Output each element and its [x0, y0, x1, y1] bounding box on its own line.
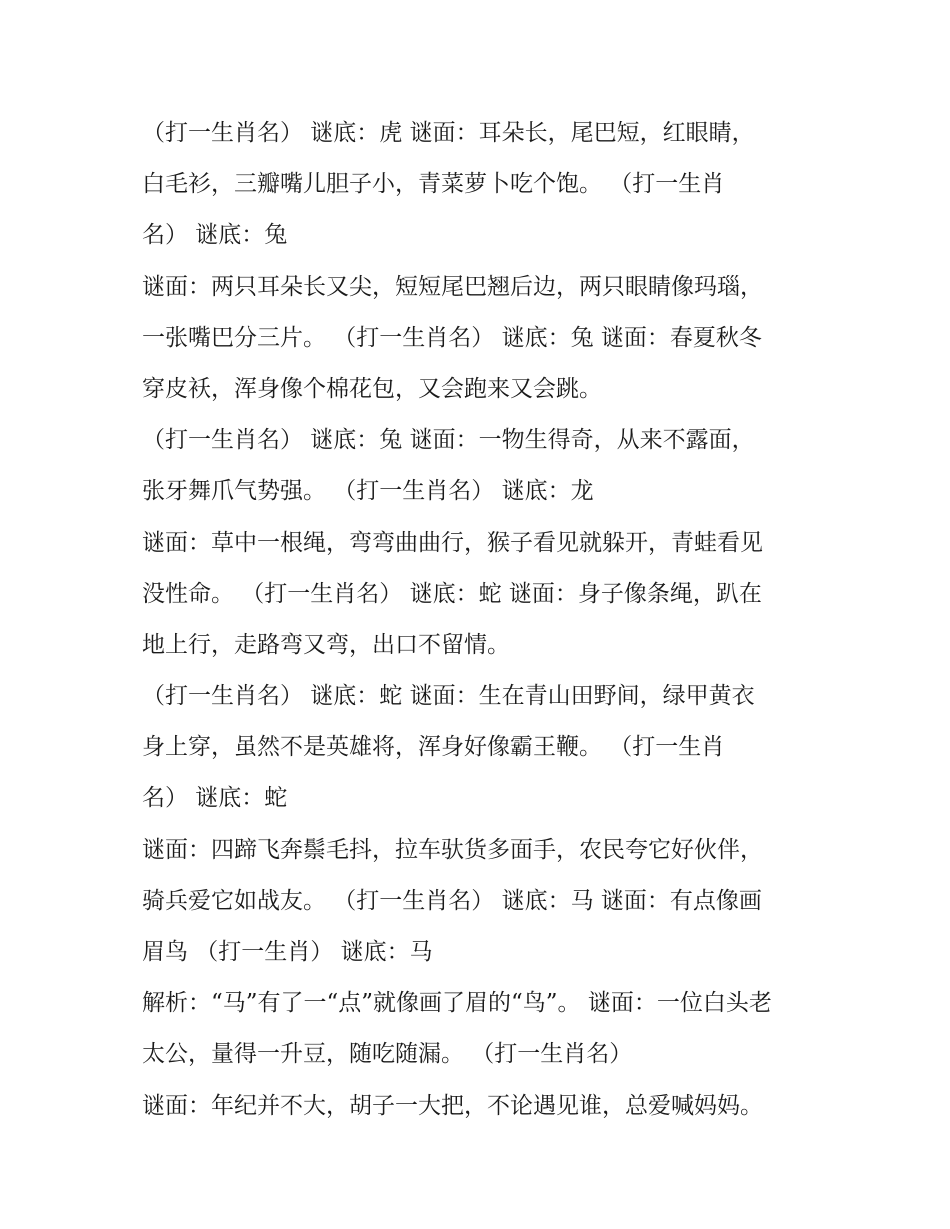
text-line: 谜面：年纪并不大，胡子一大把，不论遇见谁，总爱喊妈妈。: [142, 1092, 763, 1119]
text-line: 白毛衫，三瓣嘴儿胆子小，青菜萝卜吃个饱。 （打一生肖: [142, 171, 725, 198]
text-line: 眉鸟 （打一生肖） 谜底：马: [142, 939, 433, 965]
text-line: 骑兵爱它如战友。 （打一生肖名） 谜底：马 谜面：有点像画: [142, 887, 762, 914]
text-line: 名） 谜底：兔: [142, 222, 288, 249]
text-line: 一张嘴巴分三片。 （打一生肖名） 谜底：兔 谜面：春夏秋冬: [142, 324, 762, 351]
riddle-text-body: [142, 108, 822, 1132]
text-line: （打一生肖名） 谜底：虎 谜面：耳朵长，尾巴短，红眼睛，: [142, 120, 755, 146]
text-line: 名） 谜底：蛇: [142, 785, 288, 812]
text-line: 谜面：两只耳朵长又尖，短短尾巴翘后边，两只眼睛像玛瑙，: [142, 273, 763, 300]
text-line: 谜面：四蹄飞奔鬃毛抖，拉车驮货多面手，农民夸它好伙伴，: [142, 836, 763, 863]
text-line: 太公，量得一升豆，随吃随漏。 （打一生肖名）: [142, 1041, 633, 1068]
text-line: （打一生肖名） 谜底：兔 谜面：一物生得奇，从来不露面，: [142, 427, 755, 454]
text-line: 谜面：草中一根绳，弯弯曲曲行，猴子看见就躲开，青蛙看见: [142, 529, 763, 556]
text-line: 地上行，走路弯又弯，出口不留情。: [142, 631, 510, 658]
text-line: 张牙舞爪气势强。 （打一生肖名） 谜底：龙: [142, 478, 594, 505]
text-line: 解析：“马”有了一“点”就像画了眉的“鸟”。 谜面：一位白头老: [142, 990, 772, 1017]
text-line: （打一生肖名） 谜底：蛇 谜面：生在青山田野间，绿甲黄衣: [142, 683, 755, 710]
text-line: 穿皮袄，浑身像个棉花包，又会跑来又会跳。: [142, 375, 602, 402]
text-line: 身上穿，虽然不是英雄将，浑身好像霸王鞭。 （打一生肖: [142, 734, 725, 761]
text-line: 没性命。 （打一生肖名） 谜底：蛇 谜面：身子像条绳，趴在: [142, 580, 762, 607]
